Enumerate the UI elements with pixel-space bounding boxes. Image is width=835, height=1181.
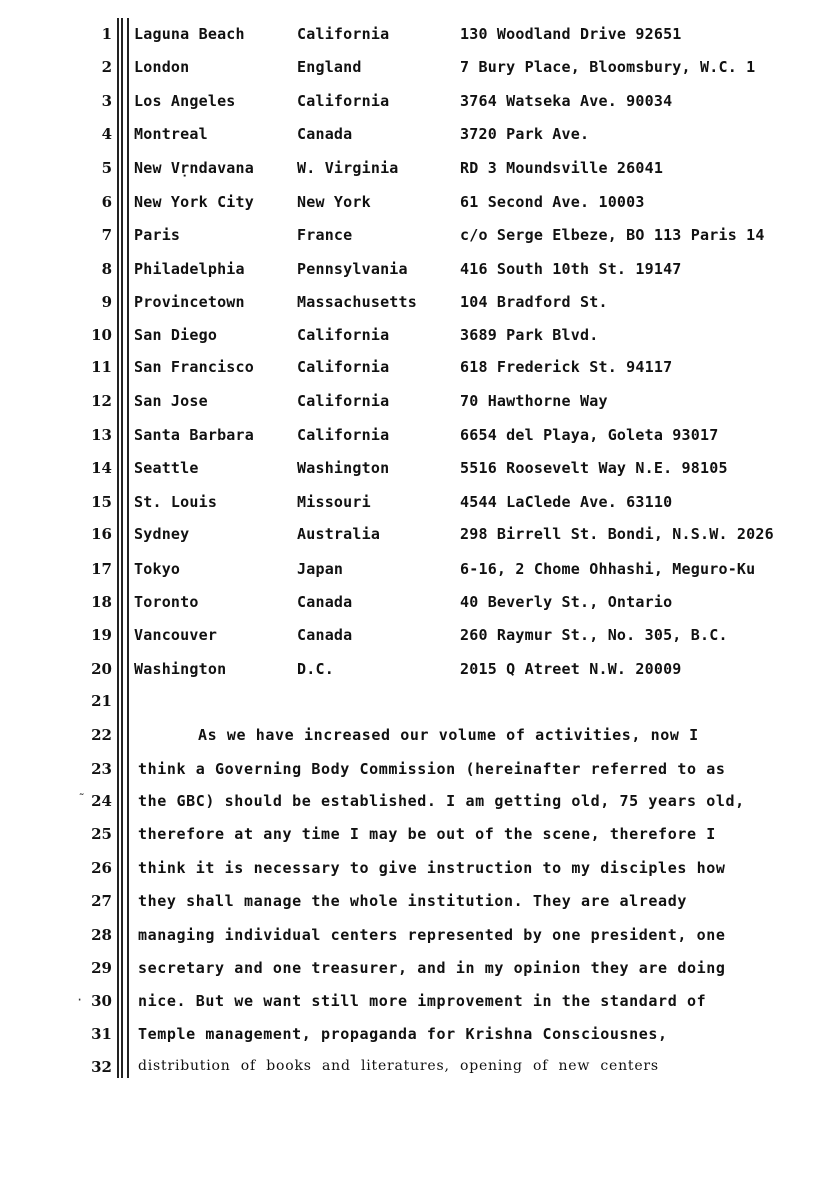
address-cell: RD 3 Moundsville 26041	[460, 159, 664, 177]
address-cell: 298 Birrell St. Bondi, N.S.W. 2026	[460, 525, 774, 543]
city-cell: San Diego	[134, 326, 218, 344]
address-cell: 6654 del Playa, Goleta 93017	[460, 426, 719, 444]
directory-row	[0, 354, 835, 382]
city-cell: Washington	[134, 660, 227, 678]
text-line	[0, 821, 835, 849]
state-cell: England	[297, 58, 362, 76]
line-text: distribution of books and literatures, opening of new centers	[138, 1058, 659, 1074]
line-number: 20	[91, 660, 112, 678]
text-line	[0, 688, 835, 716]
directory-row	[0, 622, 835, 650]
address-cell: c/o Serge Elbeze, BO 113 Paris 14	[460, 226, 765, 244]
line-number: 27	[91, 892, 112, 910]
line-text: the GBC) should be established. I am getting old, 75 years old,	[138, 792, 745, 810]
line-text: think it is necessary to give instruction to my disciples how	[138, 859, 726, 877]
state-cell: Japan	[297, 560, 344, 578]
line-number: 28	[91, 926, 112, 944]
city-cell: Sydney	[134, 525, 190, 543]
line-number: 11	[91, 358, 112, 376]
state-cell: Washington	[297, 459, 390, 477]
state-cell: California	[297, 426, 390, 444]
line-number: 21	[91, 692, 112, 710]
city-cell: New Vṛndavana	[134, 159, 254, 177]
directory-row	[0, 189, 835, 217]
text-line	[0, 955, 835, 983]
line-number: 12	[91, 392, 112, 410]
line-number: 25	[91, 825, 112, 843]
line-number: 4	[101, 125, 112, 143]
line-number: 15	[91, 493, 112, 511]
address-cell: 70 Hawthorne Way	[460, 392, 608, 410]
state-cell: Canada	[297, 593, 353, 611]
directory-row	[0, 589, 835, 617]
line-text: nice. But we want still more improvement in the standard of	[138, 992, 707, 1010]
directory-row	[0, 521, 835, 549]
city-cell: Tokyo	[134, 560, 181, 578]
address-cell: 6-16, 2 Chome Ohhashi, Meguro-Ku	[460, 560, 756, 578]
line-number: 9	[101, 293, 112, 311]
directory-row	[0, 121, 835, 149]
address-cell: 7 Bury Place, Bloomsbury, W.C. 1	[460, 58, 756, 76]
city-cell: Santa Barbara	[134, 426, 254, 444]
city-cell: Montreal	[134, 125, 208, 143]
text-line	[0, 888, 835, 916]
address-cell: 130 Woodland Drive 92651	[460, 25, 682, 43]
address-cell: 4544 LaClede Ave. 63110	[460, 493, 673, 511]
line-number: 17	[91, 560, 112, 578]
line-number: 10	[91, 326, 112, 344]
address-cell: 618 Frederick St. 94117	[460, 358, 673, 376]
city-cell: Paris	[134, 226, 181, 244]
line-number: 23	[91, 760, 112, 778]
text-line	[0, 988, 835, 1016]
city-cell: San Jose	[134, 392, 208, 410]
directory-row	[0, 88, 835, 116]
directory-row	[0, 656, 835, 684]
city-cell: Laguna Beach	[134, 25, 245, 43]
text-line	[0, 1054, 835, 1082]
line-text: therefore at any time I may be out of the scene, therefore I	[138, 825, 716, 843]
line-number: 29	[91, 959, 112, 977]
state-cell: France	[297, 226, 353, 244]
state-cell: California	[297, 92, 390, 110]
line-text: Temple management, propaganda for Krishna Consciousnes,	[138, 1025, 668, 1043]
directory-row	[0, 54, 835, 82]
address-cell: 61 Second Ave. 10003	[460, 193, 645, 211]
line-number: 6	[101, 193, 112, 211]
state-cell: Massachusetts	[297, 293, 417, 311]
directory-row	[0, 388, 835, 416]
line-number: 8	[101, 260, 112, 278]
line-text: As we have increased our volume of activities, now I	[198, 726, 699, 744]
state-cell: Missouri	[297, 493, 371, 511]
line-number: 19	[91, 626, 112, 644]
text-line	[0, 922, 835, 950]
scan-mark: ·	[76, 993, 84, 1007]
line-number: 18	[91, 593, 112, 611]
address-cell: 3764 Watseka Ave. 90034	[460, 92, 673, 110]
directory-row	[0, 21, 835, 49]
state-cell: W. Virginia	[297, 159, 399, 177]
city-cell: London	[134, 58, 190, 76]
city-cell: Toronto	[134, 593, 199, 611]
state-cell: California	[297, 25, 390, 43]
text-line	[0, 855, 835, 883]
city-cell: Provincetown	[134, 293, 245, 311]
line-number: 13	[91, 426, 112, 444]
line-text: they shall manage the whole institution. They are already	[138, 892, 687, 910]
city-cell: Philadelphia	[134, 260, 245, 278]
line-number: 3	[101, 92, 112, 110]
directory-row	[0, 556, 835, 584]
address-cell: 2015 Q Atreet N.W. 20009	[460, 660, 682, 678]
line-number: 32	[91, 1058, 112, 1076]
directory-row	[0, 455, 835, 483]
state-cell: Canada	[297, 626, 353, 644]
state-cell: Australia	[297, 525, 381, 543]
line-number: 22	[91, 726, 112, 744]
text-line	[0, 756, 835, 784]
line-number: 30	[91, 992, 112, 1010]
directory-row	[0, 222, 835, 250]
directory-row	[0, 322, 835, 350]
text-line	[0, 1021, 835, 1049]
city-cell: Los Angeles	[134, 92, 236, 110]
line-number: 26	[91, 859, 112, 877]
city-cell: San Francisco	[134, 358, 254, 376]
line-number: 7	[101, 226, 112, 244]
state-cell: California	[297, 326, 390, 344]
directory-row	[0, 422, 835, 450]
state-cell: Pennsylvania	[297, 260, 408, 278]
text-line	[0, 722, 835, 750]
directory-row	[0, 256, 835, 284]
city-cell: Seattle	[134, 459, 199, 477]
address-cell: 416 South 10th St. 19147	[460, 260, 682, 278]
directory-row	[0, 155, 835, 183]
text-line	[0, 788, 835, 816]
city-cell: Vancouver	[134, 626, 218, 644]
directory-row	[0, 489, 835, 517]
directory-row	[0, 289, 835, 317]
line-number: 1	[101, 25, 112, 43]
state-cell: Canada	[297, 125, 353, 143]
address-cell: 3689 Park Blvd.	[460, 326, 599, 344]
address-cell: 40 Beverly St., Ontario	[460, 593, 673, 611]
line-number: 14	[91, 459, 112, 477]
address-cell: 3720 Park Ave.	[460, 125, 590, 143]
state-cell: D.C.	[297, 660, 334, 678]
city-cell: New York City	[134, 193, 254, 211]
line-text: think a Governing Body Commission (hereinafter referred to as	[138, 760, 726, 778]
line-number: 16	[91, 525, 112, 543]
line-number: 5	[101, 159, 112, 177]
state-cell: New York	[297, 193, 371, 211]
line-number: 2	[101, 58, 112, 76]
address-cell: 260 Raymur St., No. 305, B.C.	[460, 626, 728, 644]
line-number: 31	[91, 1025, 112, 1043]
line-number: 24	[91, 792, 112, 810]
line-text: secretary and one treasurer, and in my opinion they are doing	[138, 959, 726, 977]
state-cell: California	[297, 392, 390, 410]
state-cell: California	[297, 358, 390, 376]
city-cell: St. Louis	[134, 493, 218, 511]
address-cell: 5516 Roosevelt Way N.E. 98105	[460, 459, 728, 477]
scan-mark: ˜	[78, 792, 86, 806]
line-text: managing individual centers represented by one president, one	[138, 926, 726, 944]
address-cell: 104 Bradford St.	[460, 293, 608, 311]
